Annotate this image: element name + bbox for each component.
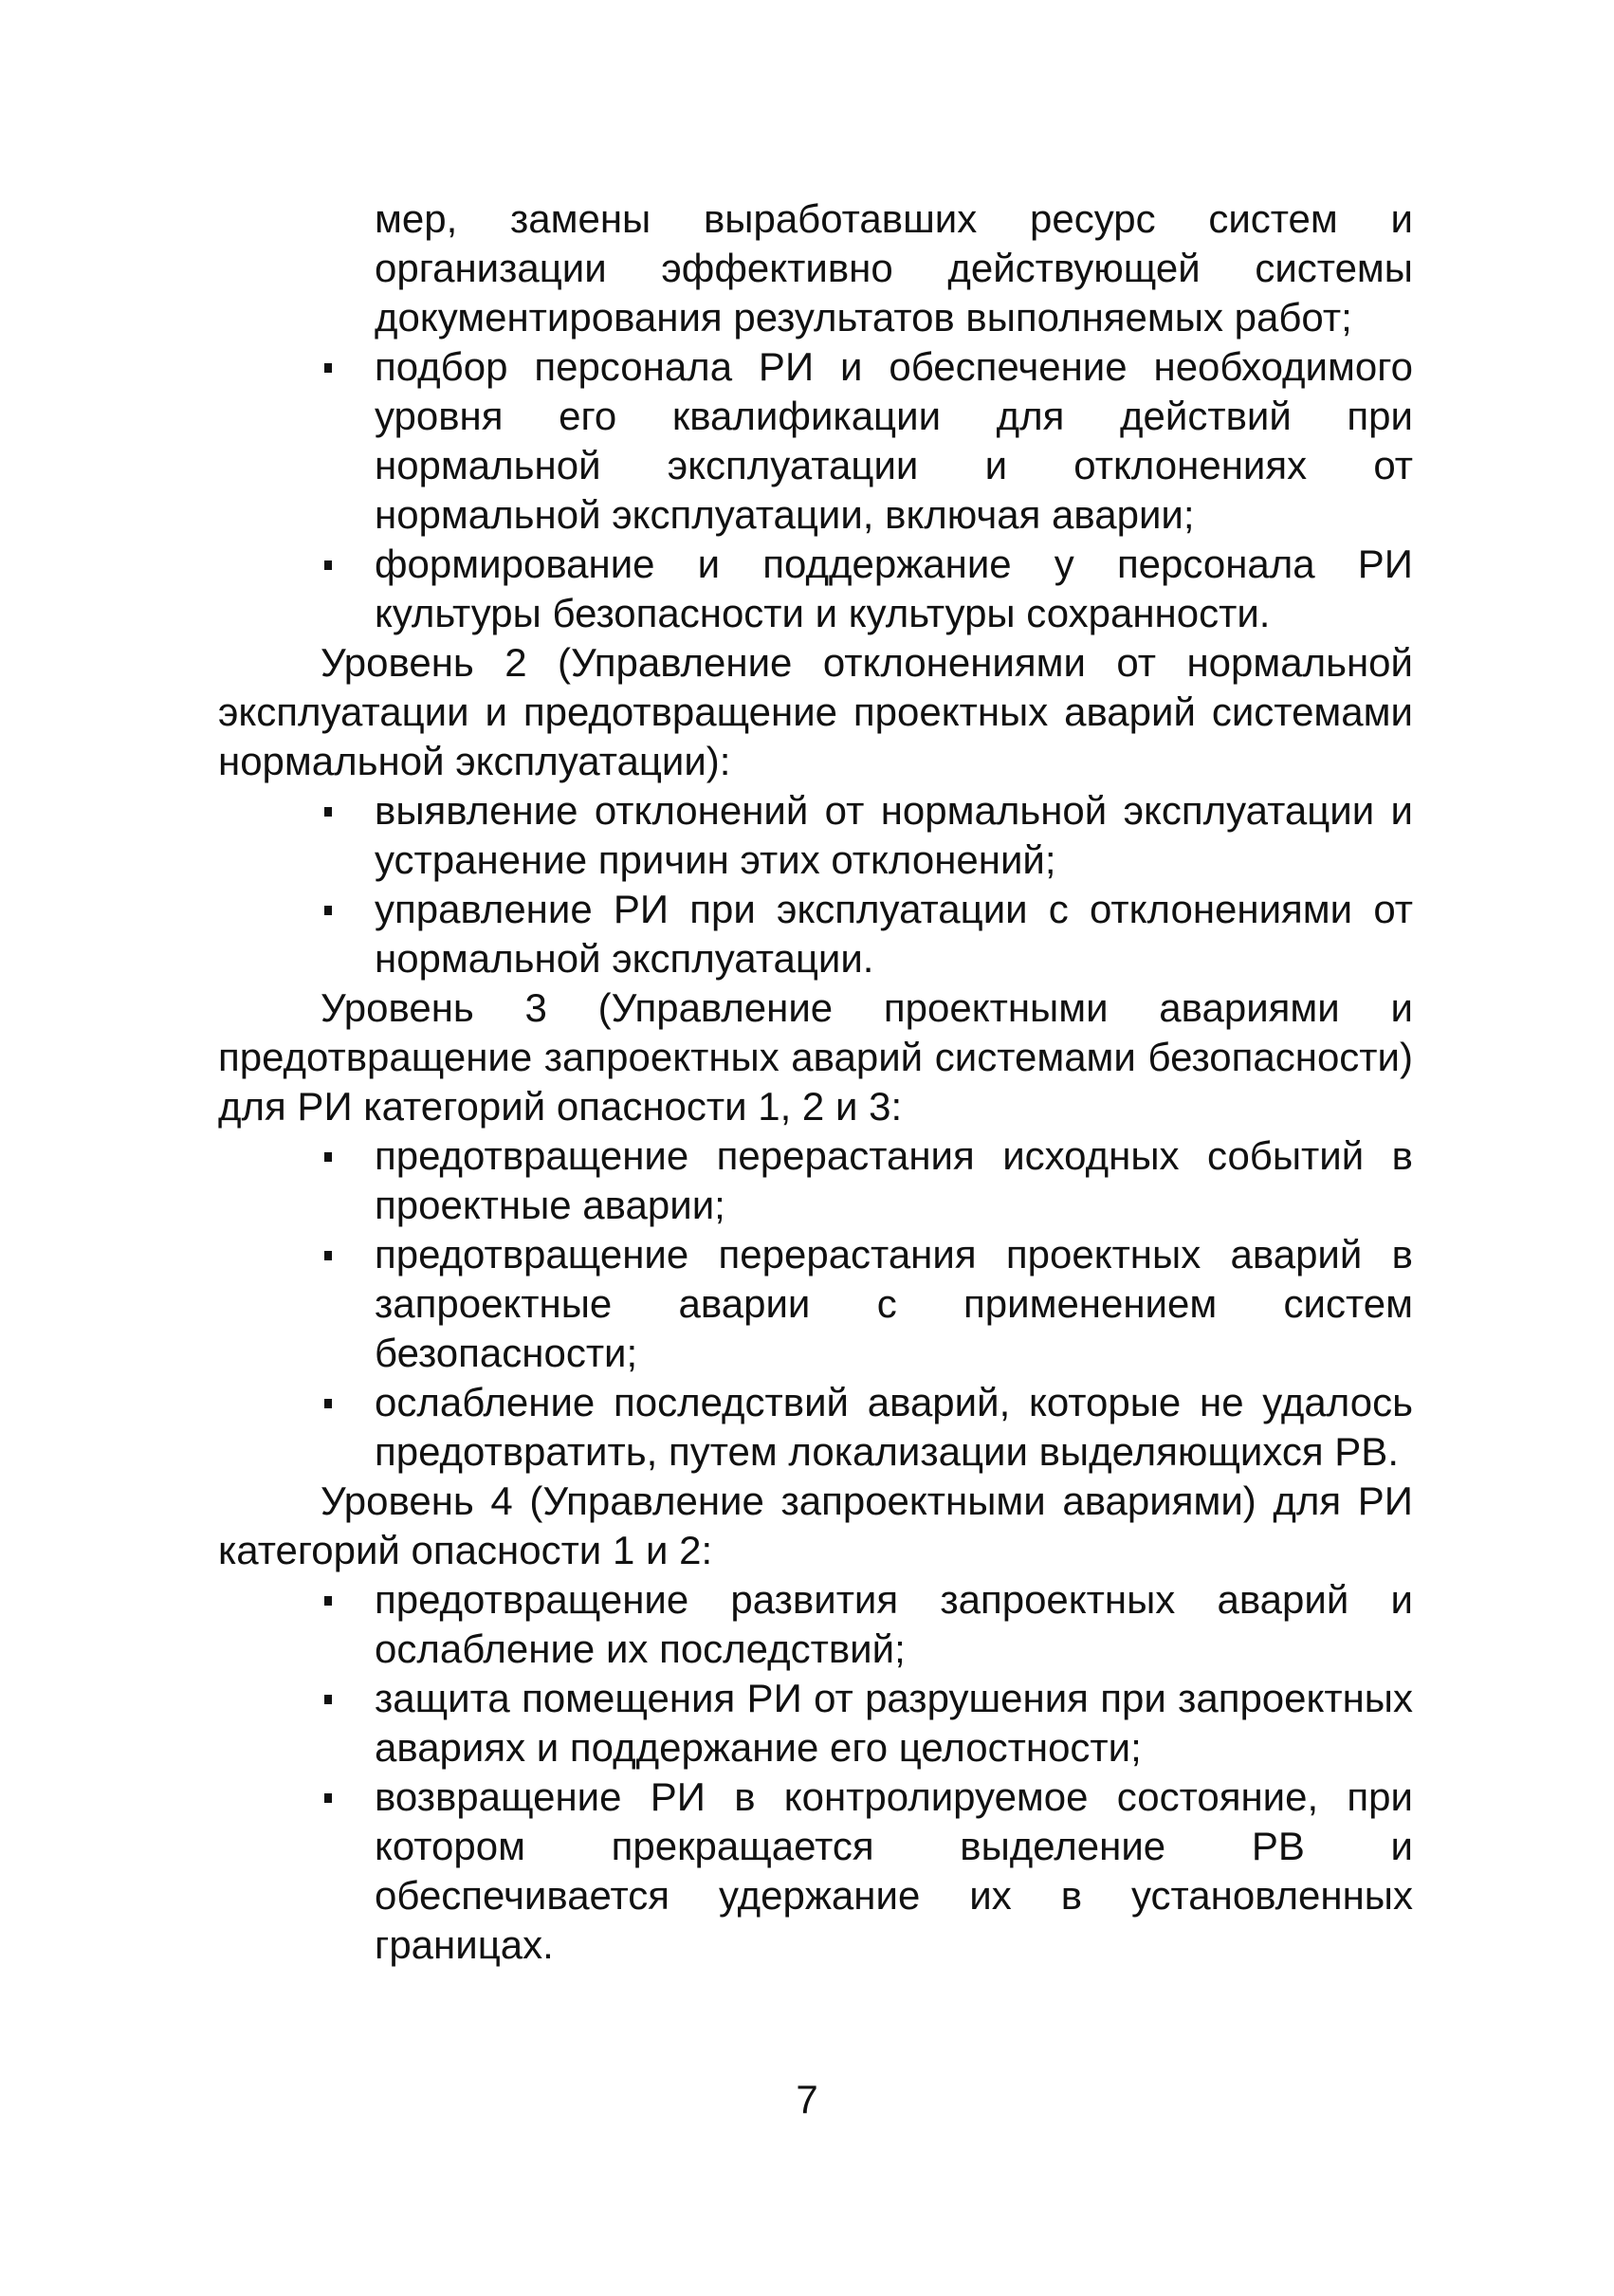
- level4-item: предотвращение развития запроектных аварий и ослабление их последствий;: [218, 1575, 1413, 1674]
- level2-heading: Уровень 2 (Управление отклонениями от нормальной эксплуатации и предотвращение проектных аварий системами нормальной эксплуатации):: [218, 640, 1413, 783]
- lead-text: мер, замены выработавших ресурс систем и организации эффективно действующей системы документирования результатов выполняемых работ;: [375, 196, 1413, 340]
- level1-item: формирование и поддержание у персонала РИ культуры безопасности и культуры сохранности.: [218, 540, 1413, 638]
- page-body: [218, 194, 1413, 1970]
- level3-item: предотвращение перерастания проектных аварий в запроектные аварии с применением систем безопасности;: [218, 1230, 1413, 1378]
- level4-item: защита помещения РИ от разрушения при запроектных авариях и поддержание его целостности;: [218, 1674, 1413, 1773]
- page-number: 7: [796, 2077, 818, 2122]
- level4-item: возвращение РИ в контролируемое состояние, при котором прекращается выделение РВ и обеспечивается удержание их в установленных границах.: [218, 1773, 1413, 1970]
- level2-item: управление РИ при эксплуатации с отклонениями от нормальной эксплуатации.: [218, 885, 1413, 983]
- level4-heading: Уровень 4 (Управление запроектными авариями) для РИ категорий опасности 1 и 2:: [218, 1479, 1413, 1572]
- level3-item: ослабление последствий аварий, которые не удалось предотвратить, путем локализации выделяющихся РВ.: [218, 1378, 1413, 1477]
- level3-heading: Уровень 3 (Управление проектными авариями и предотвращение запроектных аварий системами безопасности) для РИ категорий опасности 1, 2 и 3:: [218, 985, 1413, 1129]
- level2-item: выявление отклонений от нормальной эксплуатации и устранение причин этих отклонений;: [218, 786, 1413, 885]
- level1-item: подбор персонала РИ и обеспечение необходимого уровня его квалификации для действий при нормальной эксплуатации и отклонениях от нормальной эксплуатации, включая аварии;: [218, 342, 1413, 540]
- level3-item: предотвращение перерастания исходных событий в проектные аварии;: [218, 1131, 1413, 1230]
